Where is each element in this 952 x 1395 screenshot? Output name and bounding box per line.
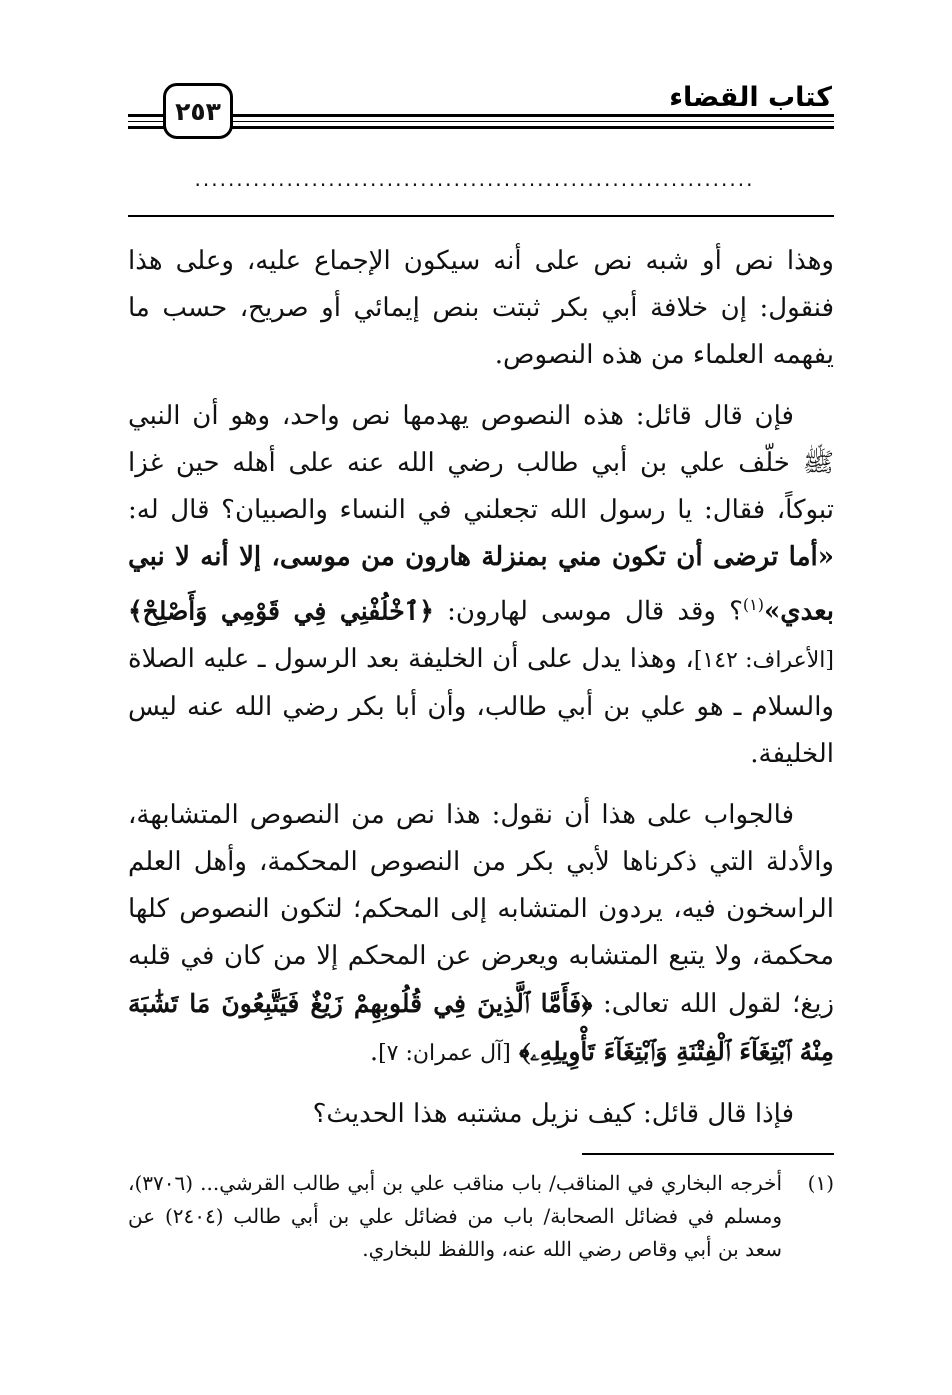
quran-verse-1: ﴿ٱخْلُفْنِي فِي قَوْمِي وَأَصْلِحْ﴾ (128, 596, 434, 626)
paragraph-2-text-b: ؟ وقد قال موسى لهارون: (447, 596, 743, 627)
footnotes (128, 1167, 834, 1266)
content-rule (128, 215, 834, 217)
dotted-separator: ................................................................... (194, 168, 755, 190)
paragraph-3-text-b: . (369, 1036, 379, 1067)
footnote-marker: (١) (807, 1171, 834, 1195)
page-number: ٢٥٣ (163, 83, 233, 139)
quran-verse-2: ﴿فَأَمَّا ٱلَّذِينَ فِي قُلُوبِهِمْ زَيْغٌ فَيَتَّبِعُونَ مَا تَشَٰبَهَ مِنْهُ ٱبْتِغَآءَ ٱلْفِتْنَةِ وَٱبْتِغَآءَ تَأْوِيلِهِۦ﴾ (128, 988, 834, 1066)
header-rule-top (128, 114, 834, 117)
paragraph-1: وهذا نص أو شبه نص على أنه سيكون الإجماع عليه، وعلى هذا فنقول: إن خلافة أبي بكر ثبتت بنص إيمائي أو صريح، حسب ما يفهمه العلماء من هذه النصوص. (128, 246, 834, 370)
verse-reference-1: [الأعراف: ١٤٢] (693, 647, 834, 673)
main-text (128, 238, 834, 1152)
footnote-text: أخرجه البخاري في المناقب/ باب مناقب علي بن أبي طالب القرشي... (٣٧٠٦)، ومسلم في فضائل الصحابة/ باب من فضائل علي بن أبي طالب (٢٤٠٤) عن سعد بن أبي وقاص رضي الله عنه، واللفظ للبخاري. (128, 1171, 782, 1261)
paragraph-3-text-a: فالجواب على هذا أن نقول: هذا نص من النصوص المتشابهة، والأدلة التي ذكرناها لأبي بكر من النصوص المحكمة، وأهل العلم الراسخون فيه، يردون المتشابه إلى المحكم؛ لتكون النصوص كلها محكمة، ولا يتبع المتشابه ويعرض عن المحكم إلا من كان في قلبه زيغ؛ لقول الله تعالى: (128, 799, 834, 1019)
paragraph-2-text-c: ، وهذا يدل على أن الخليفة بعد الرسول ـ عليه الصلاة والسلام ـ هو علي بن أبي طالب، وأن أبا بكر رضي الله عنه ليس الخليفة. (128, 643, 834, 769)
footnote-rule (582, 1153, 834, 1155)
paragraph-4: فإذا قال قائل: كيف نزيل مشتبه هذا الحديث؟ (312, 1098, 794, 1129)
paragraph-3 (128, 792, 834, 1077)
footnote-marker-inline: (١) (742, 595, 764, 614)
verse-reference-2: [آل عمران: ٧] (378, 1040, 511, 1066)
running-title: كتاب القضاء (669, 82, 832, 113)
hadith-quote: «أما ترضى أن تكون مني بمنزلة هارون من موسى، إلا أنه لا نبي بعدي» (128, 542, 835, 627)
paragraph-2 (128, 393, 834, 778)
footnote-1 (128, 1167, 834, 1266)
header-rule-middle (128, 121, 834, 122)
header-rule-bottom (128, 126, 834, 129)
paragraph-2-text-a: فإن قال قائل: هذه النصوص يهدمها نص واحد، وهو أن النبي ﷺ خلّف علي بن أبي طالب رضي الله عنه على أهله حين غزا تبوكاً، فقال: يا رسول الله تجعلني في النساء والصبيان؟ قال له: (128, 401, 834, 525)
